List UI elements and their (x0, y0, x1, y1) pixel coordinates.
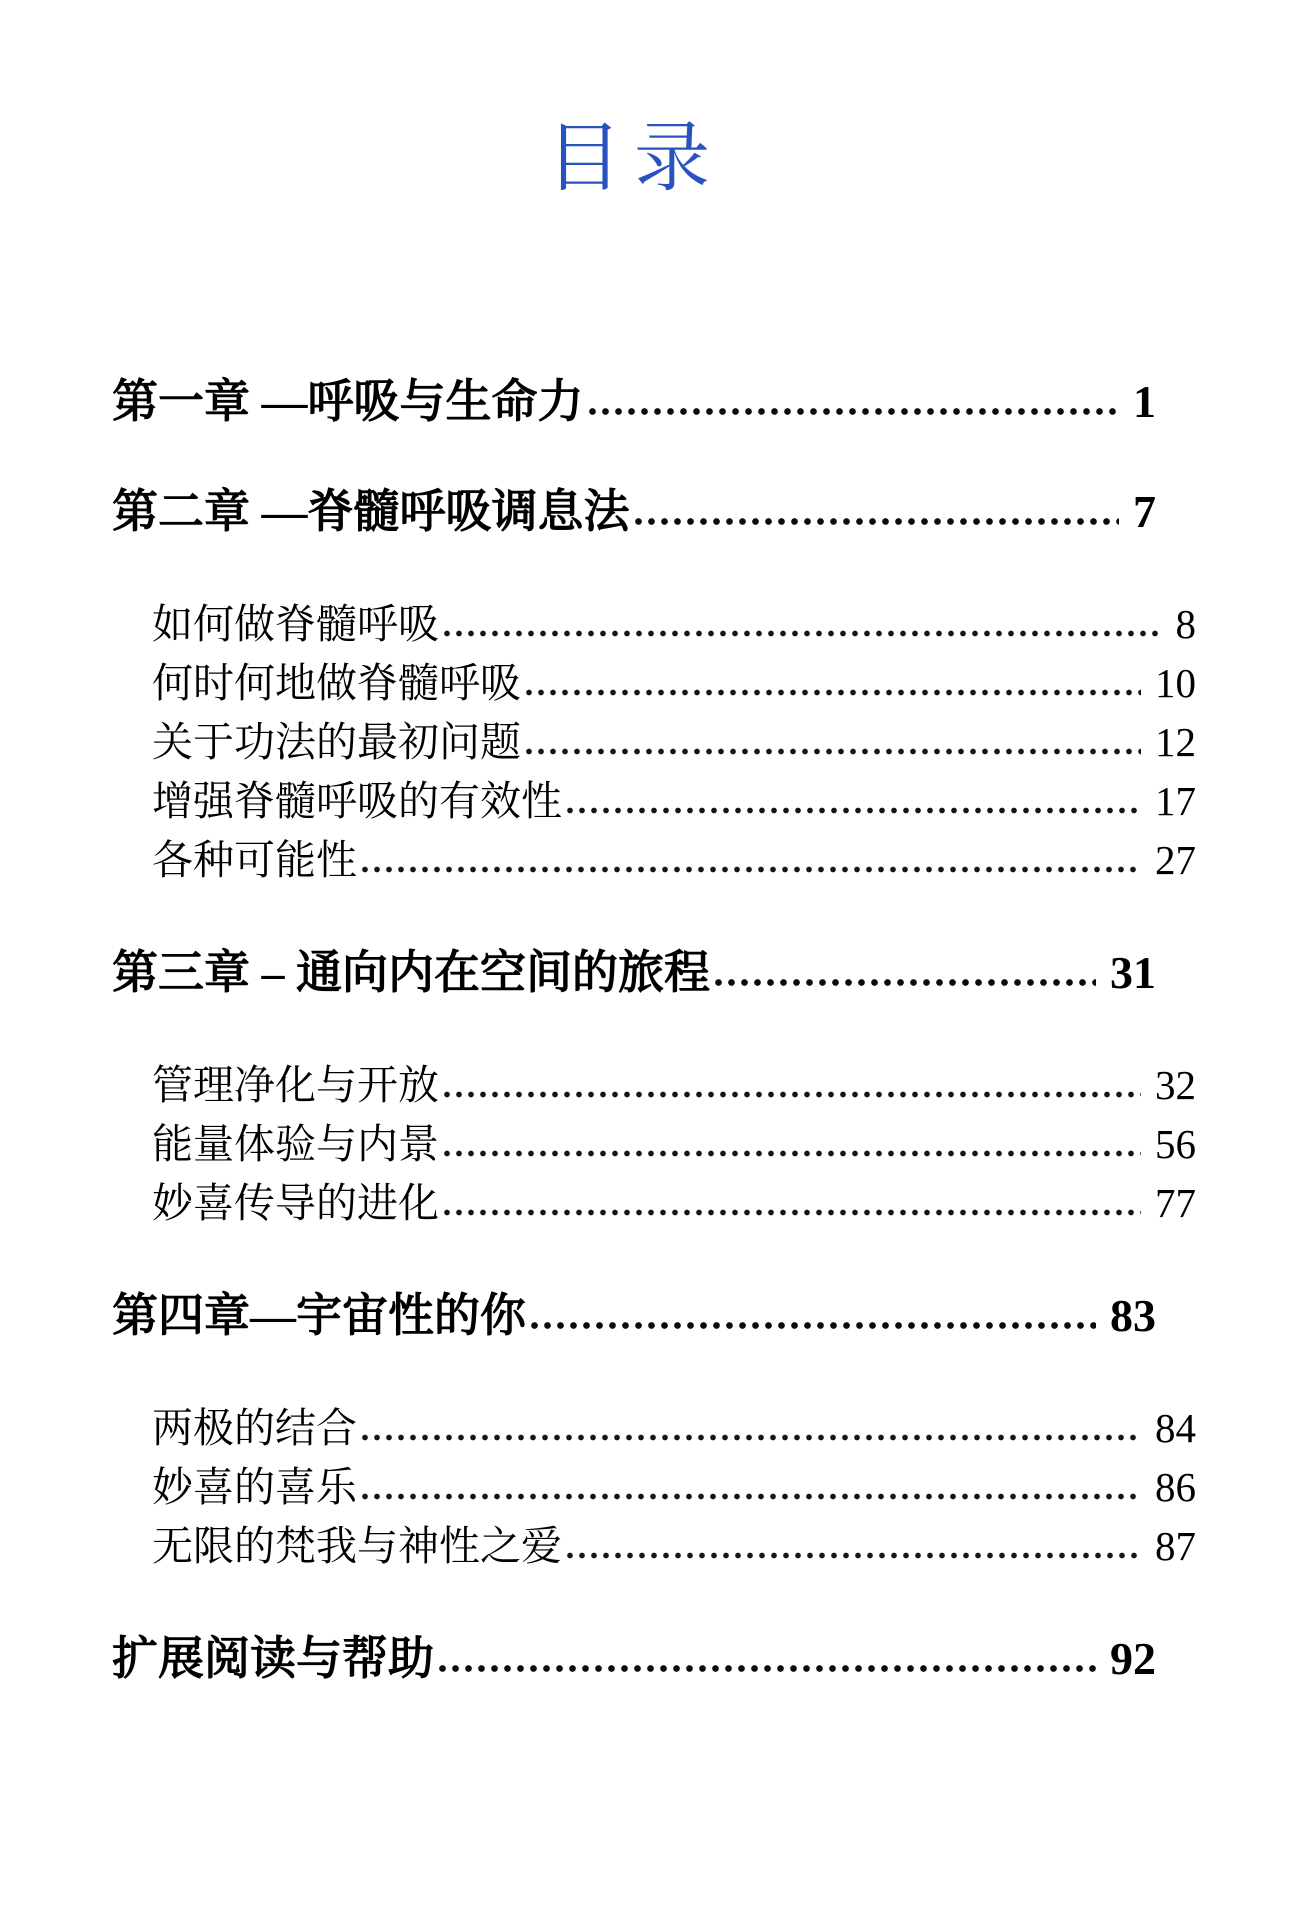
dot-leader (566, 806, 1141, 815)
toc-entry-page-number: 1 (1133, 376, 1156, 427)
toc-entry-further-reading[interactable] (112, 1632, 1156, 1686)
toc-entry-page-number: 56 (1155, 1121, 1196, 1167)
toc-entry-label[interactable]: 增强脊髓呼吸的有效性 (152, 778, 562, 824)
dot-leader (443, 1090, 1141, 1099)
dot-leader (361, 1433, 1141, 1442)
dot-leader (361, 865, 1141, 874)
toc-entry-label[interactable]: 第三章 – 通向内在空间的旅程 (112, 947, 710, 998)
dot-leader (443, 1149, 1141, 1158)
toc-entry-sub[interactable] (112, 1115, 1196, 1174)
toc-entry-label[interactable]: 如何做脊髓呼吸 (152, 601, 439, 647)
toc-entry-sub[interactable] (112, 1174, 1196, 1233)
toc-entry-sub[interactable] (112, 595, 1196, 654)
toc-entry-chapter-1[interactable] (112, 375, 1156, 429)
toc-list (112, 375, 1196, 1686)
toc-entry-page-number: 87 (1155, 1523, 1196, 1569)
toc-entry-label[interactable]: 妙喜的喜乐 (152, 1464, 357, 1510)
dot-leader (525, 688, 1141, 697)
dot-leader (525, 747, 1141, 756)
dot-leader (438, 1664, 1096, 1674)
dot-leader (566, 1551, 1141, 1560)
dot-leader (443, 629, 1162, 638)
toc-entry-label[interactable]: 第四章—宇宙性的你 (112, 1290, 526, 1341)
toc-entry-page-number: 8 (1175, 601, 1196, 647)
toc-entry-sub[interactable] (112, 772, 1196, 831)
toc-entry-page-number: 92 (1110, 1633, 1156, 1684)
toc-entry-page-number: 32 (1155, 1062, 1196, 1108)
toc-entry-label[interactable]: 何时何地做脊髓呼吸 (152, 660, 521, 706)
toc-entry-sub[interactable] (112, 713, 1196, 772)
toc-entry-chapter-4[interactable] (112, 1289, 1156, 1343)
toc-entry-label[interactable]: 能量体验与内景 (152, 1121, 439, 1167)
dot-leader (588, 407, 1120, 417)
toc-entry-label[interactable]: 各种可能性 (152, 837, 357, 883)
toc-entry-sub[interactable] (112, 1458, 1196, 1517)
toc-entry-page-number: 12 (1155, 719, 1196, 765)
toc-entry-sub[interactable] (112, 654, 1196, 713)
toc-entry-page-number: 86 (1155, 1464, 1196, 1510)
toc-entry-page-number: 27 (1155, 837, 1196, 883)
toc-entry-chapter-3[interactable] (112, 946, 1156, 1000)
toc-entry-page-number: 77 (1155, 1180, 1196, 1226)
toc-entry-page-number: 17 (1155, 778, 1196, 824)
toc-entry-label[interactable]: 第一章 —呼吸与生命力 (112, 376, 584, 427)
dot-leader (443, 1208, 1141, 1217)
toc-entry-label[interactable]: 扩展阅读与帮助 (112, 1633, 434, 1684)
toc-entry-label[interactable]: 无限的梵我与神性之爱 (152, 1523, 562, 1569)
dot-leader (714, 978, 1096, 988)
toc-entry-label[interactable]: 两极的结合 (152, 1405, 357, 1451)
toc-entry-label[interactable]: 关于功法的最初问题 (152, 719, 521, 765)
toc-entry-sub[interactable] (112, 1517, 1196, 1576)
dot-leader (634, 517, 1120, 527)
toc-entry-page-number: 7 (1133, 486, 1156, 537)
page-title: 目录 (546, 117, 722, 201)
toc-entry-chapter-2[interactable] (112, 485, 1156, 539)
toc-entry-page-number: 10 (1155, 660, 1196, 706)
toc-entry-label[interactable]: 第二章 —脊髓呼吸调息法 (112, 486, 630, 537)
toc-entry-sub[interactable] (112, 1056, 1196, 1115)
toc-entry-page-number: 31 (1110, 947, 1156, 998)
toc-entry-page-number: 84 (1155, 1405, 1196, 1451)
toc-entry-label[interactable]: 管理净化与开放 (152, 1062, 439, 1108)
toc-entry-page-number: 83 (1110, 1290, 1156, 1341)
toc-entry-sub[interactable] (112, 831, 1196, 890)
dot-leader (530, 1321, 1096, 1331)
toc-entry-sub[interactable] (112, 1399, 1196, 1458)
dot-leader (361, 1492, 1141, 1501)
toc-entry-label[interactable]: 妙喜传导的进化 (152, 1180, 439, 1226)
